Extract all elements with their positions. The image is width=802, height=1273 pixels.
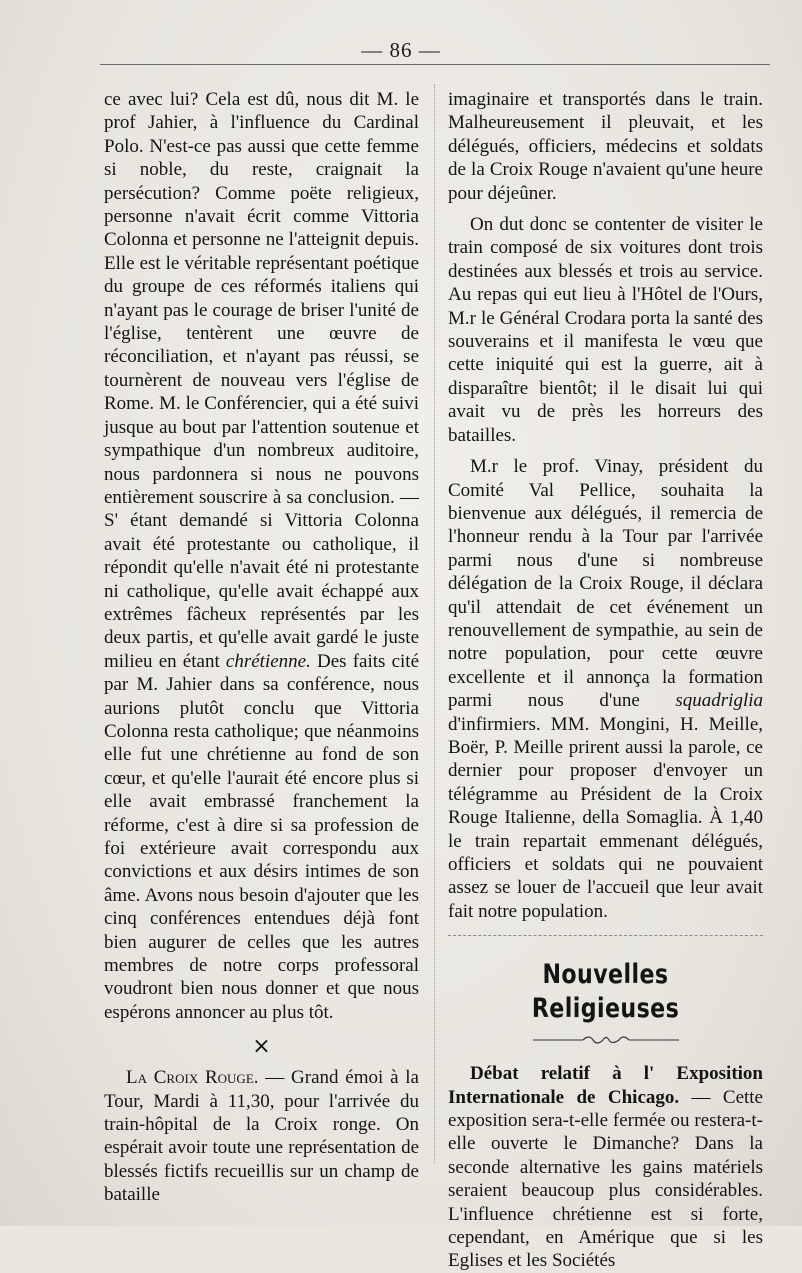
right-paragraph-2: On dut donc se contenter de visiter le train composé de six voitures dont trois destinées aux blessés et trois au service. Au repas qui eut lieu à l'Hôtel de l'Ours, M.r le Général Crodara porta la santé des souverains et il manifesta le vœu que cette iniquité qui est la guerre, ait à disparaître bientôt; il le disait lui qui avait vu de près les horreurs des batailles. bbox=[448, 214, 763, 446]
left-paragraph-1 bbox=[104, 88, 419, 1024]
ornament-flourish bbox=[531, 1032, 681, 1046]
left-paragraph-2 bbox=[104, 1066, 419, 1206]
section-heading: Nouvelles Religieuses bbox=[531, 959, 680, 1025]
right-paragraph-3 bbox=[448, 455, 763, 923]
article-paragraph bbox=[448, 1062, 763, 1273]
article-text: — Cette exposition sera-t-elle fermée ou restera-t-elle ouverte le Dimanche? Dans la seconde alternative les gains matériels seraient beaucoup plus considérables. L'influence chrétienne est si forte, cependant, en Amérique que si les Eglises et les Sociétés bbox=[448, 1086, 763, 1272]
article-title: Débat relatif à l' Exposition Internationale de Chicago. bbox=[448, 1063, 763, 1108]
left-paragraph-1-continued: Des faits cité par M. Jahier dans sa conférence, nous aurions plutôt conclu que Vittoria Colonna resta catholique; que néanmoins elle fut une chrétienne au fond de son cœur, et qu'elle l'aurait été encore plus si elle avait embrassé franchement la réforme, c'est à dire si sa profession de foi extérieure avait correspondu aux convictions et aux désirs intimes de son âme. Avons nous besoin d'ajouter que les cinq conférences entendues déjà font bien augurer de celles que les autres membres de notre corps professoral voudront bien nous donner et que nous espérons annoncer au plus tôt. bbox=[104, 650, 420, 1023]
right-paragraph-3-continued: d'infirmiers. MM. Mongini, H. Meille, Boër, P. Meille prirent aussi la parole, ce dernier pour proposer d'envoyer un télégramme au Président de la Croix Rouge Italienne, della Somaglia. À 1,40 le train repartait emmenant délégués, officiers et soldats qui ne pouvaient assez se louer de l'accueil que leur avait fait notre population. bbox=[448, 713, 763, 922]
croix-rouge-lead: La Croix Rouge. bbox=[126, 1067, 259, 1089]
column-divider bbox=[434, 84, 435, 1164]
section-heading-rule bbox=[448, 935, 763, 936]
section-mark: × bbox=[252, 1034, 271, 1060]
right-paragraph-3-text: M.r le prof. Vinay, président du Comité Val Pellice, souhaita la bienvenue aux délégués, il remercia de l'honneur rendu à la Tour par l'arrivée parmi nous d'une si nombreuse délégation de la Croix Rouge, il déclara qu'il attendait de cet événement un renouvellement de sympathie, au sein de notre population, pour cette œuvre excellente et il annonça la formation parmi nous d'une bbox=[448, 456, 763, 712]
emphasis-chretienne: chrétienne. bbox=[225, 650, 311, 672]
emphasis-squadriglia: squadriglia bbox=[675, 690, 764, 712]
left-paragraph-1-text: ce avec lui? Cela est dû, nous dit M. le prof Jahier, à l'influence du Cardinal Polo. N'est-ce pas aussi que cette femme si noble, du reste, craignait la persécution? Comme poëte religieux, personne n'avait écrit comme Vittoria Colonna et personne ne l'atteignit depuis. Elle est le véritable représentant poétique du groupe de ces réformés italiens qui n'ayant pas le courage de briser l'unité de l'église, tentèrent une œuvre de réconciliation, et n'ayant pas réussi, se tournèrent de nouveau vers l'église de Rome. M. le Conférencier, qui a été suivi jusque au bout par l'attention soutenue et sympathique d'un nombreux auditoire, nous pardonnera si nous ne pouvons entièrement souscrire à sa conclusion. — S' étant demandé si Vittoria Colonna avait été protestante ou catholique, il répondit qu'elle n'avait été ni protestante ni catholique, qu'elle avait échappé aux extrêmes fâcheux représentés par les deux partis, et qu'elle avait gardé le juste milieu en étant bbox=[104, 89, 419, 672]
left-column bbox=[104, 88, 419, 1207]
header-rule bbox=[100, 64, 770, 65]
right-paragraph-1: imaginaire et transportés dans le train. Malheureusement il pleuvait, et les délégués, officiers, médecins et soldats de la Croix Rouge n'avaient qu'une heure pour déjeûner. bbox=[448, 89, 763, 204]
right-column bbox=[448, 88, 763, 1273]
left-paragraph-2-text: — Grand émoi à la Tour, Mardi à 11,30, pour l'arrivée du train-hôpital de la Croix ronge. On espérait avoir toute une représentation de blessés fictifs recueillis sur un champ de bataille bbox=[104, 1067, 419, 1206]
page-number: — 86 — bbox=[361, 38, 441, 62]
